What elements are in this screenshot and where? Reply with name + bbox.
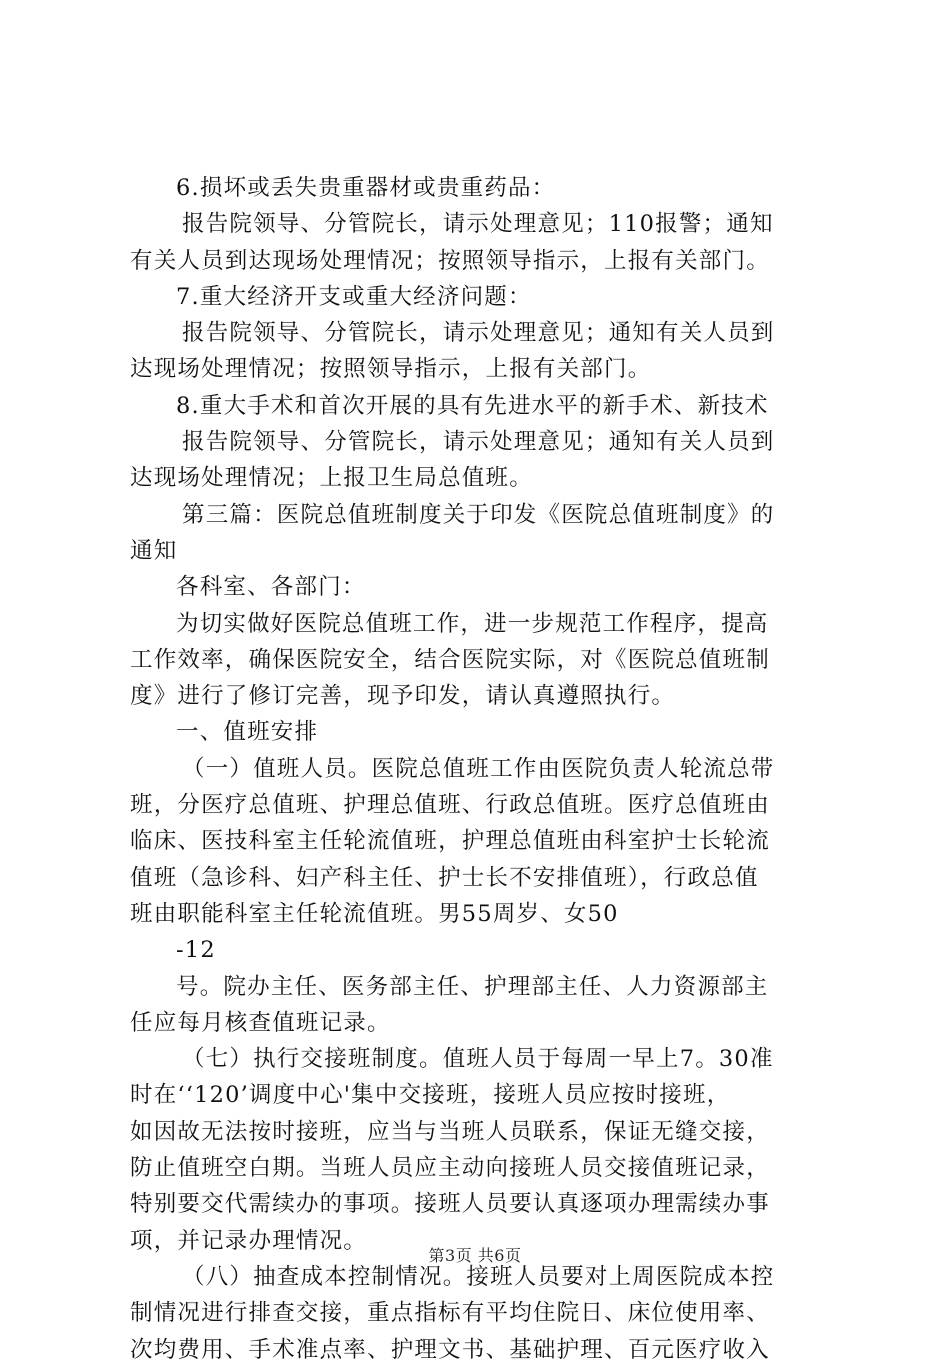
text-line: 为切实做好医院总值班工作，进一步规范工作程序，提高: [176, 610, 769, 637]
text-line: 值班（急诊科、妇产科主任、护士长不安排值班），行政总值: [130, 864, 759, 891]
text-line: 6.损坏或丢失贵重器材或贵重药品：: [176, 175, 556, 201]
text-line: 如因故无法按时接班，应当与当班人员联系，保证无缝交接，: [130, 1118, 770, 1145]
text-line: 防止值班空白期。当班人员应主动向接班人员交接值班记录，: [130, 1155, 770, 1182]
text-line: 8.重大手术和首次开展的具有先进水平的新手术、新技术: [176, 392, 769, 419]
text-line: 班由职能科室主任轮流值班。男55周岁、女50: [130, 900, 619, 927]
text-line: 报告院领导、分管院长，请示处理意见；通知有关人员到: [182, 320, 775, 347]
text-line: 达现场处理情况；按照领导指示，上报有关部门。: [130, 356, 652, 383]
text-line: 任应每月核查值班记录。: [130, 1009, 391, 1036]
text-line: 时在‘‘120’调度中心'集中交接班，接班人员应按时接班，: [130, 1082, 731, 1109]
text-line: 有关人员到达现场处理情况；按照领导指示，上报有关部门。: [130, 247, 770, 274]
text-line: 特别要交代需续办的事项。接班人员要认真逐项办理需续办事: [130, 1191, 770, 1218]
text-line: （七）执行交接班制度。值班人员于每周一早上7。30准: [182, 1046, 774, 1073]
text-line: 度》进行了修订完善，现予印发，请认真遵照执行。: [130, 683, 676, 710]
text-line: 工作效率，确保医院安全，结合医院实际，对《医院总值班制: [130, 646, 770, 673]
text-line: 制情况进行排查交接，重点指标有平均住院日、床位使用率、: [130, 1300, 770, 1327]
text-line: （一）值班人员。医院总值班工作由医院负责人轮流总带: [182, 755, 775, 782]
text-line: 班，分医疗总值班、护理总值班、行政总值班。医疗总值班由: [130, 792, 770, 819]
document-body: [130, 170, 830, 1368]
section-heading: 第三篇：医院总值班制度关于印发《医院总值班制度》的: [182, 501, 775, 528]
text-line: 各科室、各部门：: [176, 574, 366, 601]
text-line: 达现场处理情况；上报卫生局总值班。: [130, 465, 533, 492]
page-number-footer: 第3页 共6页: [428, 1246, 522, 1265]
text-line: 临床、医技科室主任轮流值班，护理总值班由科室护士长轮流: [130, 828, 770, 855]
text-line: （八）抽查成本控制情况。接班人员要对上周医院成本控: [182, 1263, 775, 1290]
section-heading: 通知: [130, 537, 178, 564]
text-line: 号。院办主任、医务部主任、护理部主任、人力资源部主: [176, 973, 769, 1000]
text-line: 项，并记录办理情况。: [130, 1227, 368, 1254]
text-line: 7.重大经济开支或重大经济问题：: [176, 283, 532, 310]
text-line: 报告院领导、分管院长，请示处理意见；通知有关人员到: [182, 429, 775, 456]
text-line: 报告院领导、分管院长，请示处理意见；110报警；通知: [182, 211, 774, 238]
text-line: 一、值班安排: [176, 719, 319, 746]
text-line: -12: [176, 937, 216, 964]
text-line: 次均费用、手术准点率、护理文书、基础护理、百元医疗收入: [130, 1336, 770, 1363]
